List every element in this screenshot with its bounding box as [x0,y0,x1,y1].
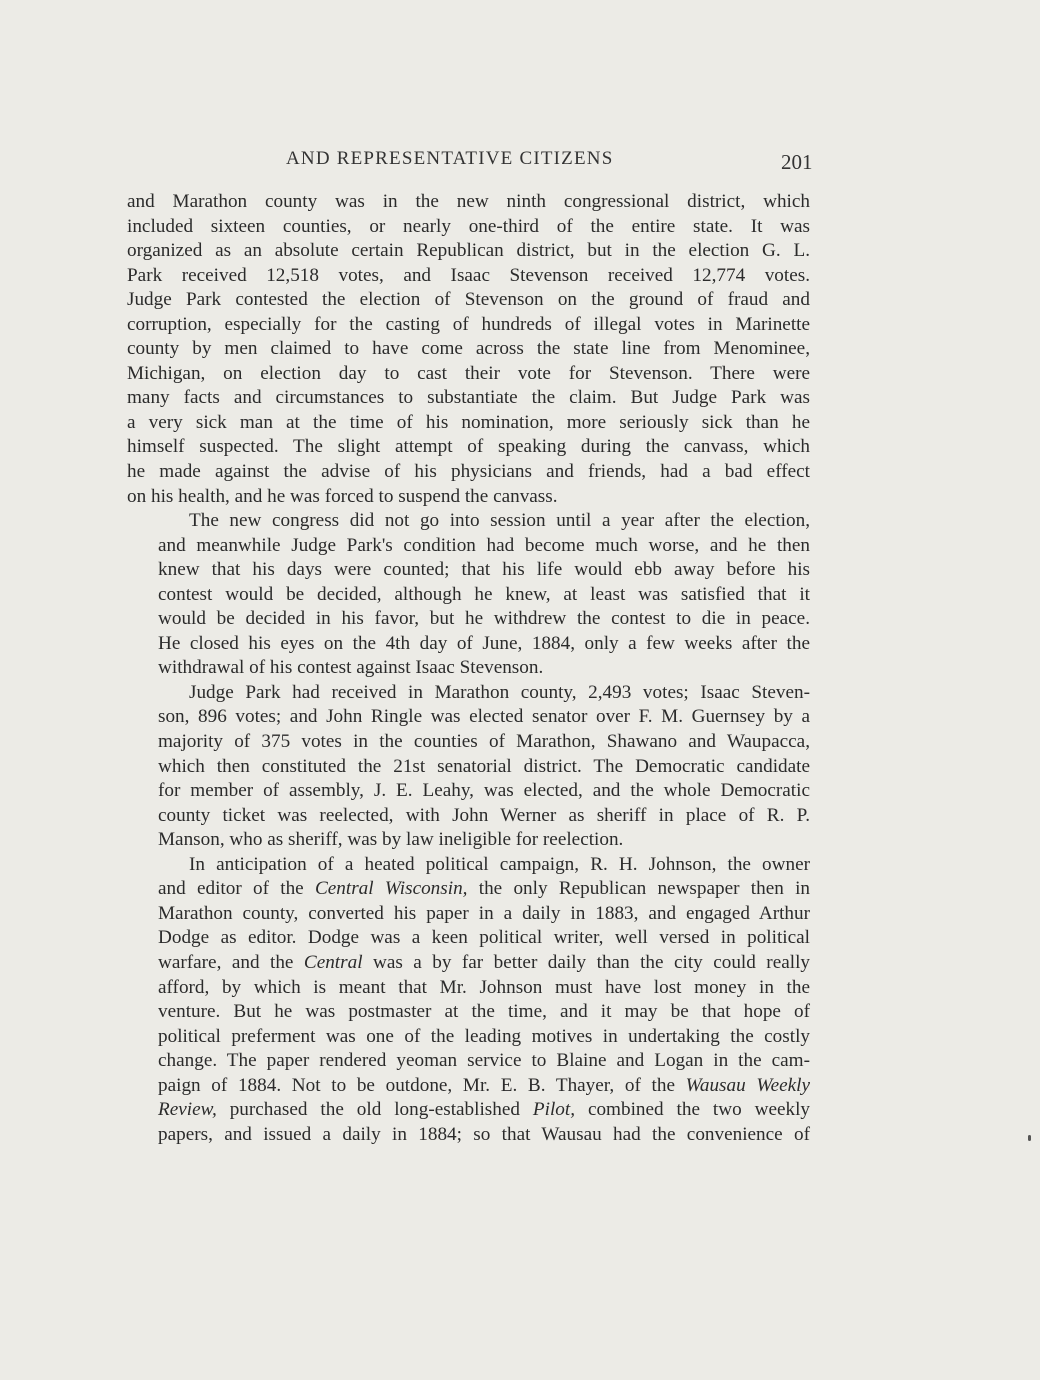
text-line: contest would be decided, although he knew, at least was satisfied that it [158,583,810,605]
text-run: and editor of the [158,878,315,900]
text-line: himself suspected. The slight attempt of speaking during the canvass, which [127,436,810,458]
text-line: he made against the advise of his physicians and friends, had a bad effect [127,461,810,483]
text-line: change. The paper rendered yeoman service to Blaine and Logan in the cam- [158,1050,810,1072]
text-line: many facts and circumstances to substantiate the claim. But Judge Park was [127,387,810,409]
text-line: and meanwhile Judge Park's condition had become much worse, and he then [158,534,810,556]
paper-speck [1028,1135,1031,1141]
text-line: corruption, especially for the casting of hundreds of illegal votes in Marinette [127,313,810,335]
text-line: Manson, who as sheriff, was by law ineligible for reelection. [158,829,624,851]
text-line: and Marathon county was in the new ninth congressional district, which [127,191,810,212]
text-line: knew that his days were counted; that his life would ebb away before his [158,559,810,581]
text-run: the only Republican newspaper then in [467,878,810,900]
text-line: county by men claimed to have come across the state line from Menominee, [127,338,810,360]
newspaper-title: Wausau Weekly [685,1074,810,1096]
paragraph-2 [127,509,810,681]
text-line: on his health, and he was forced to suspend the canvass. [127,485,558,507]
text-line [127,877,810,902]
newspaper-title: Pilot, [532,1099,576,1121]
text-line: which then constituted the 21st senatorial district. The Democratic candidate [158,755,810,777]
text-line: Dodge as editor. Dodge was a keen political writer, well versed in political [158,927,810,949]
paragraph-3 [127,681,810,853]
text-line: He closed his eyes on the 4th day of June, 1884, only a few weeks after the [158,632,810,654]
text-run: was a by far better daily than the city could really [362,951,810,973]
text-line: papers, and issued a daily in 1884; so that Wausau had the convenience of [158,1123,810,1145]
text-run: purchased the old long-established [216,1099,533,1121]
text-line: son, 896 votes; and John Ringle was elected senator over F. M. Guernsey by a [158,706,810,728]
text-line: Marathon county, converted his paper in a daily in 1883, and engaged Arthur [158,902,810,924]
newspaper-title: Central Wisconsin, [314,878,468,900]
text-line: included sixteen counties, or nearly one-third of the entire state. It was [127,215,810,237]
text-line: The new congress did not go into session until a year after the election, [189,510,810,532]
text-line: political preferment was one of the leading motives in undertaking the costly [158,1025,810,1047]
text-line [127,1074,810,1099]
page-number: 201 [781,150,813,174]
newspaper-title: Review, [158,1099,217,1121]
text-line: majority of 375 votes in the counties of Marathon, Shawano and Waupacca, [158,731,810,753]
text-line: afford, by which is meant that Mr. Johnson must have lost money in the [158,976,810,998]
text-line: venture. But he was postmaster at the time, and it may be that hope of [158,1001,810,1023]
text-line: In anticipation of a heated political campaign, R. H. Johnson, the owner [189,853,810,875]
running-head: AND REPRESENTATIVE CITIZENS [286,148,614,169]
text-line: a very sick man at the time of his nomination, more seriously sick than he [127,411,810,433]
paragraph-4 [127,853,810,1148]
newspaper-title: Central [303,951,363,973]
text-line: Judge Park had received in Marathon county, 2,493 votes; Isaac Steven- [189,681,810,703]
text-line: county ticket was reelected, with John Werner as sheriff in place of R. P. [158,804,810,826]
body-text [127,190,810,1147]
paragraph-1 [127,190,810,509]
text-run: paign of 1884. Not to be outdone, Mr. E. B. Thayer, of the [158,1074,686,1096]
text-run: warfare, and the [158,951,304,973]
text-line: organized as an absolute certain Republican district, but in the election G. L. [127,240,810,262]
text-line [127,1098,810,1123]
text-line: for member of assembly, J. E. Leahy, was elected, and the whole Democratic [158,780,810,802]
text-line: Michigan, on election day to cast their vote for Stevenson. There were [127,362,810,384]
text-line: Park received 12,518 votes, and Isaac Stevenson received 12,774 votes. [127,264,810,286]
text-line [127,951,810,976]
text-line: withdrawal of his contest against Isaac Stevenson. [158,657,544,679]
text-line: Judge Park contested the election of Stevenson on the ground of fraud and [127,289,810,311]
text-run: combined the two weekly [575,1099,811,1121]
text-line: would be decided in his favor, but he withdrew the contest to die in peace. [158,608,810,630]
